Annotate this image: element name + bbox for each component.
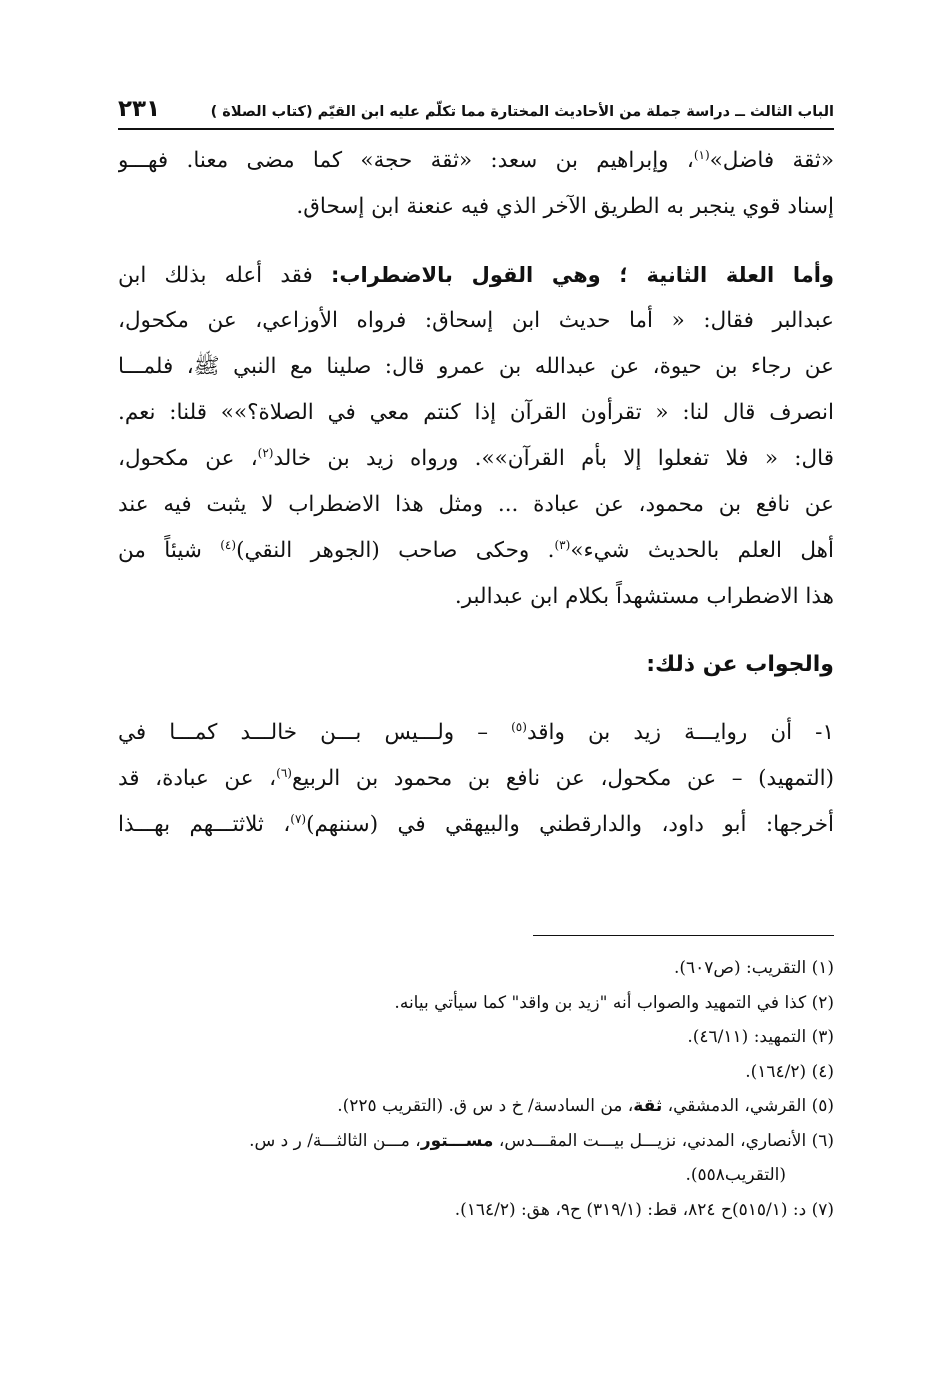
footnote-6-continuation: (التقريب٥٥٨).	[685, 1165, 786, 1185]
text-line: (التمهيد) – عن مكحول، عن نافع بن محمود بن الربيع$^{(٦)}$، عن عبادة، قد	[118, 765, 834, 791]
text-line: هذا الاضطراب مستشهداً بكلام ابن عبدالبر.	[454, 584, 834, 609]
footnote-7: (٧) د: (٥١٥/١)ح ٨٢٤، قط: (٣١٩/١) ح٩، هق: (١٦٤/٢).	[454, 1199, 834, 1220]
chapter-title: الباب الثالث ــ دراسة جملة من الأحاديث المختارة مما تكلّم عليه ابن القيّم (كتاب الصلاة )	[210, 104, 834, 120]
text-line: ١- أن روايـــة زيد بن واقد$^{(٥)}$ – ولـــيس بـــن خالـــد كمـــا في	[118, 719, 834, 745]
header-rule	[118, 128, 834, 130]
text-line: عبدالبر فقال: « أما حديث ابن إسحاق: فرواه الأوزاعي، عن مكحول،	[118, 308, 834, 333]
footnote-1: (١) التقريب: (ص٦٠٧).	[673, 958, 834, 978]
running-header	[118, 96, 834, 122]
footnote-2: (٢) كذا في التمهيد والصواب أنه "زيد بن واقد" كما سيأتي بيانه.	[394, 992, 834, 1013]
footnote-ref: (٧)	[290, 811, 307, 826]
text-line: أهل العلم بالحديث شيء»$^{(٣)}$. وحكى صاحب (الجوهر النقي)$^{(٤)}$ شيئاً من	[118, 537, 834, 563]
footnote-ref: (٣)	[554, 537, 571, 552]
text-line: أخرجها: أبو داود، والدارقطني والبيهقي في (سننهم)$^{(٧)}$، ثلاثتـــهم بهـــذا	[118, 811, 834, 837]
paragraph-1	[118, 138, 834, 230]
footnotes	[118, 951, 834, 1227]
text-line: إسناد قوي ينجبر به الطريق الآخر الذي فيه عنعنة ابن إسحاق.	[296, 194, 834, 219]
footnote-ref: (١)	[693, 147, 710, 162]
footnote-separator	[533, 935, 834, 936]
text-line: وأما العلة الثانية ؛ وهي القول بالاضطراب: فقد أعله بذلك ابن	[118, 263, 834, 288]
footnote-6: (٦) الأنصاري، المدني، نزيـــل بيـــت المقـــدس، مســـتور، مـــن الثالثـــة/ ر د س.	[249, 1130, 834, 1151]
footnote-5: (٥) القرشي، الدمشقي، ثقة، من السادسة/ خ د س ق. (التقريب ٢٢٥).	[337, 1096, 834, 1116]
paragraph-2	[118, 252, 834, 620]
paragraph-3	[118, 710, 834, 848]
paragraph-gap	[118, 688, 834, 710]
paragraph-gap	[118, 620, 834, 642]
footnote-3: (٣) التمهيد: (٤٦/١١).	[687, 1027, 834, 1047]
paragraph-gap	[118, 230, 834, 252]
footnote-ref: (٥)	[511, 719, 527, 734]
page-number: ٢٣١	[118, 96, 161, 122]
text-line: انصرف قال لنا: « تقرأون القرآن إذا كنتم معي في الصلاة؟»» قلنا: نعم.	[118, 400, 834, 425]
main-text	[118, 138, 834, 848]
text-line: عن نافع بن محمود، عن عبادة ... ومثل هذا الاضطراب لا يثبت فيه عند	[118, 492, 834, 517]
footnote-ref: (٦)	[276, 765, 292, 780]
section-lead: وأما العلة الثانية ؛ وهي القول بالاضطراب:	[331, 263, 834, 287]
footnote-ref: (٢)	[257, 445, 274, 460]
footnote-ref: (٤)	[220, 537, 237, 552]
text-line: عن رجاء بن حيوة، عن عبدالله بن عمرو قال: صلينا مع النبي ﷺ، فلمـــا	[118, 354, 834, 379]
section-heading: والجواب عن ذلك:	[646, 652, 834, 677]
text-line: قال: « فلا تفعلوا إلا بأم القرآن»». ورواه زيد بن خالد$^{(٢)}$، عن مكحول،	[118, 445, 834, 471]
footnote-4: (٤) (١٦٤/٢).	[745, 1061, 834, 1082]
text-line: «ثقة فاضل»$^{(١)}$، وإبراهيم بن سعد: «ثقة حجة» كما مضى معنا. فهـــو	[118, 147, 834, 173]
